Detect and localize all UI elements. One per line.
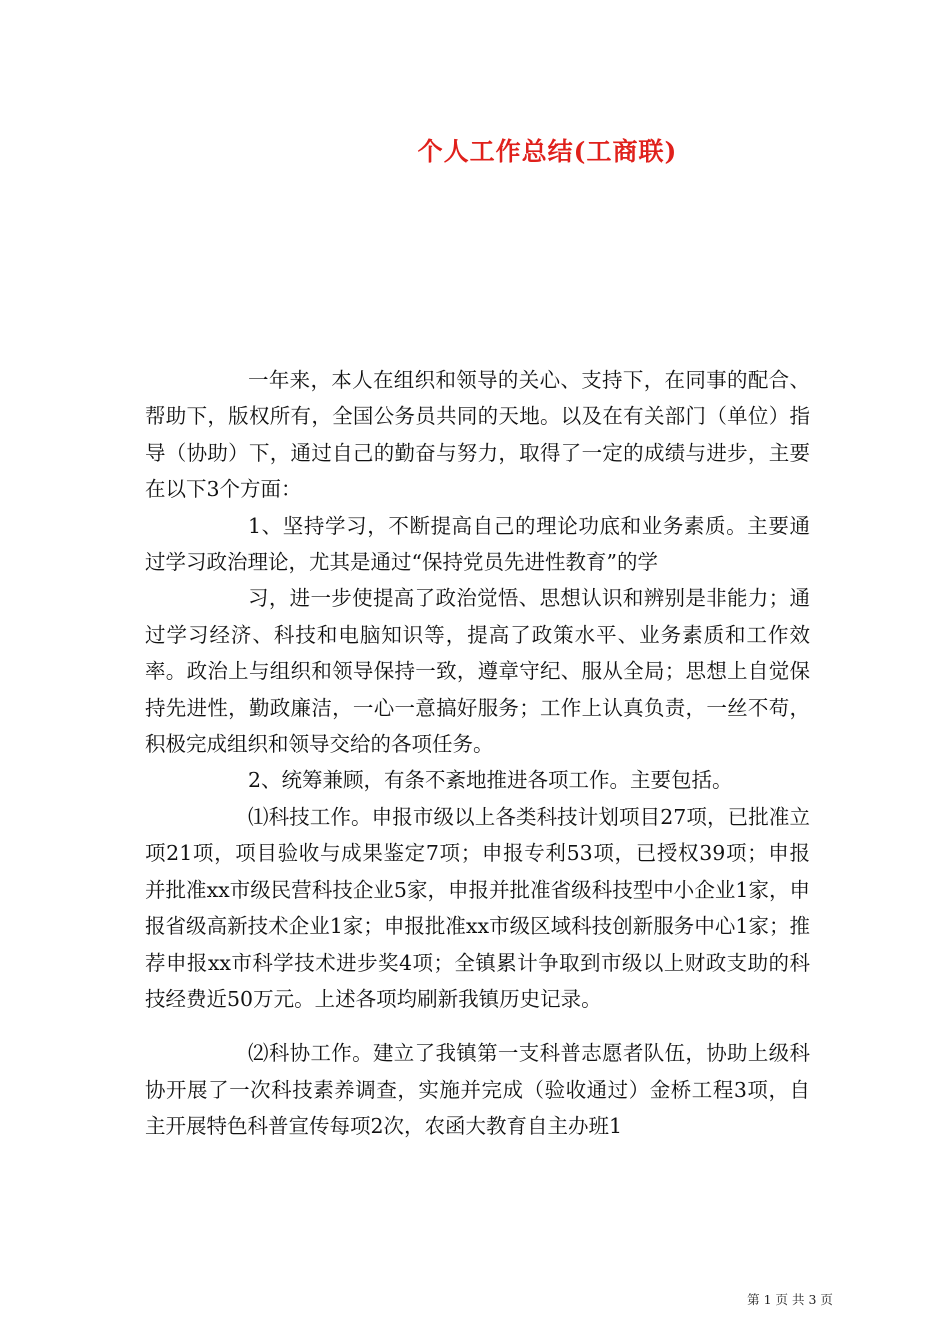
document-title: 个人工作总结(工商联) <box>417 137 678 166</box>
paragraph-tech-work: ⑴科技工作。申报市级以上各类科技计划项目27项，已批准立项21项，项目验收与成果鉴定7项；申报专利53项，已授权39项；申报并批准xx市级民营科技企业5家，申报并批准省级科技型中小企业1家，申报省级高新技术企业1家；申报批准xx市级区域科技创新服务中心1家；推荐申报xx市科学技术进步奖4项；全镇累计争取到市级以上财政支助的科技经费近50万元。上述各项均刷新我镇历史记录。 <box>145 804 810 1011</box>
document-body <box>145 362 810 1145</box>
paragraph-intro: 一年来，本人在组织和领导的关心、支持下，在同事的配合、帮助下，版权所有，全国公务员共同的天地。以及在有关部门（单位）指导（协助）下，通过自己的勤奋与努力，取得了一定的成绩与进步，主要在以下3个方面： <box>145 368 810 502</box>
paragraph-study: 1、坚持学习，不断提高自己的理论功底和业务素质。主要通过学习政治理论，尤其是通过“保持党员先进性教育”的学 <box>145 513 810 575</box>
page-number: 第 1 页 共 3 页 <box>747 1292 833 1307</box>
paragraph-study-continued: 习，进一步使提高了政治觉悟、思想认识和辨别是非能力；通过学习经济、科技和电脑知识等，提高了政策水平、业务素质和工作效率。政治上与组织和领导保持一致，遵章守纪、服从全局；思想上自觉保持先进性，勤政廉洁，一心一意搞好服务；工作上认真负责，一丝不苟，积极完成组织和领导交给的各项任务。 <box>145 586 810 757</box>
paragraph-sci-assoc-work: ⑵科协工作。建立了我镇第一支科普志愿者队伍，协助上级科协开展了一次科技素养调查，实施并完成（验收通过）金桥工程3项，自主开展特色科普宣传每项2次，农函大教育自主办班1 <box>145 1041 810 1139</box>
paragraph-coordination: 2、统筹兼顾，有条不紊地推进各项工作。主要包括。 <box>248 768 733 793</box>
